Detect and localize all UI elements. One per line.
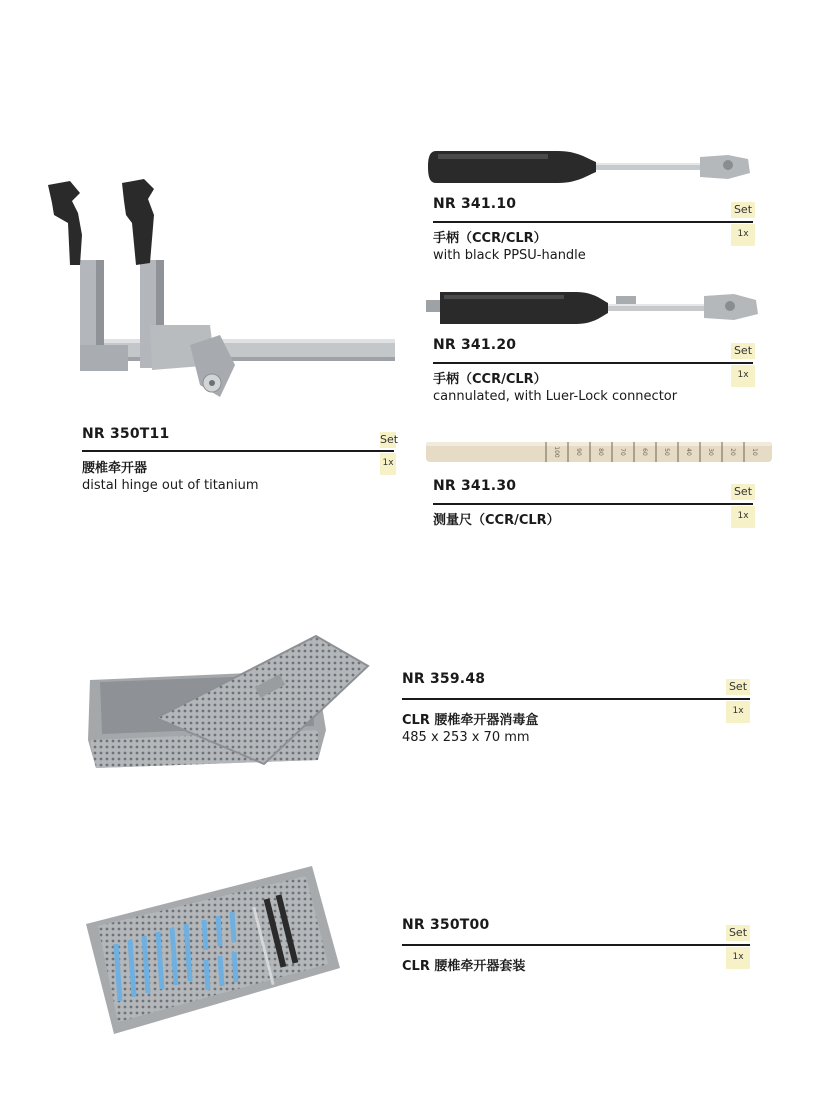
product-name-cn: CLR 腰椎牵开器套装 [402, 959, 526, 974]
cannulated-handle-image [426, 288, 761, 328]
divider-line [433, 221, 753, 223]
ruler-tick-label: 90 [575, 448, 582, 456]
product-number: NR 359.48 [402, 671, 486, 687]
ruler-tick-label: 80 [597, 448, 604, 456]
divider-line [433, 503, 753, 505]
product-name-cn: 测量尺（CCR/CLR） [433, 513, 560, 528]
divider-line [433, 362, 753, 364]
quantity-badge: 1x [380, 453, 396, 475]
product-name-cn: 腰椎牵开器 [82, 461, 148, 476]
set-badge: Set [380, 433, 399, 446]
ruler-tick-label: 70 [619, 448, 626, 456]
product-number: NR 341.10 [433, 196, 517, 212]
quantity-badge: 1x [731, 506, 755, 528]
set-badge: Set [731, 343, 755, 359]
product-description [433, 230, 723, 264]
product-number: NR 341.30 [433, 478, 517, 494]
product-description [402, 958, 702, 975]
product-description [82, 460, 372, 494]
quantity-badge: 1x [731, 224, 755, 246]
ruler-tick-label: 30 [707, 448, 714, 456]
divider-line [82, 450, 394, 452]
product-desc-en: distal hinge out of titanium [82, 478, 259, 493]
product-desc-en: 485 x 253 x 70 mm [402, 730, 530, 745]
ruler-tick-label: 60 [641, 448, 648, 456]
quantity-badge: 1x [726, 701, 750, 723]
handle-image [428, 145, 758, 190]
set-badge: Set [726, 925, 750, 941]
ruler-tick-label: 50 [663, 448, 670, 456]
product-description [433, 371, 723, 405]
set-badge: Set [731, 202, 755, 218]
product-number: NR 341.20 [433, 337, 517, 353]
product-description [433, 512, 723, 529]
product-desc-en: cannulated, with Luer-Lock connector [433, 389, 678, 404]
divider-line [402, 698, 750, 700]
product-name-cn: 手柄（CCR/CLR） [433, 372, 547, 387]
product-number: NR 350T00 [402, 917, 490, 933]
sterilization-tray-image [86, 630, 368, 770]
divider-line [402, 944, 750, 946]
product-number: NR 350T11 [82, 426, 170, 442]
product-description [402, 712, 702, 746]
ruler-tick-label: 100 [553, 446, 560, 458]
retractor-image [40, 175, 400, 410]
product-name-cn: 手柄（CCR/CLR） [433, 231, 547, 246]
quantity-badge: 1x [726, 947, 750, 969]
product-desc-en: with black PPSU-handle [433, 248, 586, 263]
product-name-cn: CLR 腰椎牵开器消毒盒 [402, 713, 539, 728]
measuring-ruler-image [426, 440, 776, 466]
ruler-tick-label: 10 [751, 448, 758, 456]
set-badge: Set [726, 679, 750, 695]
instrument-set-image [86, 866, 340, 1036]
ruler-tick-label: 40 [685, 448, 692, 456]
quantity-badge: 1x [731, 365, 755, 387]
ruler-tick-label: 20 [729, 448, 736, 456]
set-badge: Set [731, 484, 755, 500]
